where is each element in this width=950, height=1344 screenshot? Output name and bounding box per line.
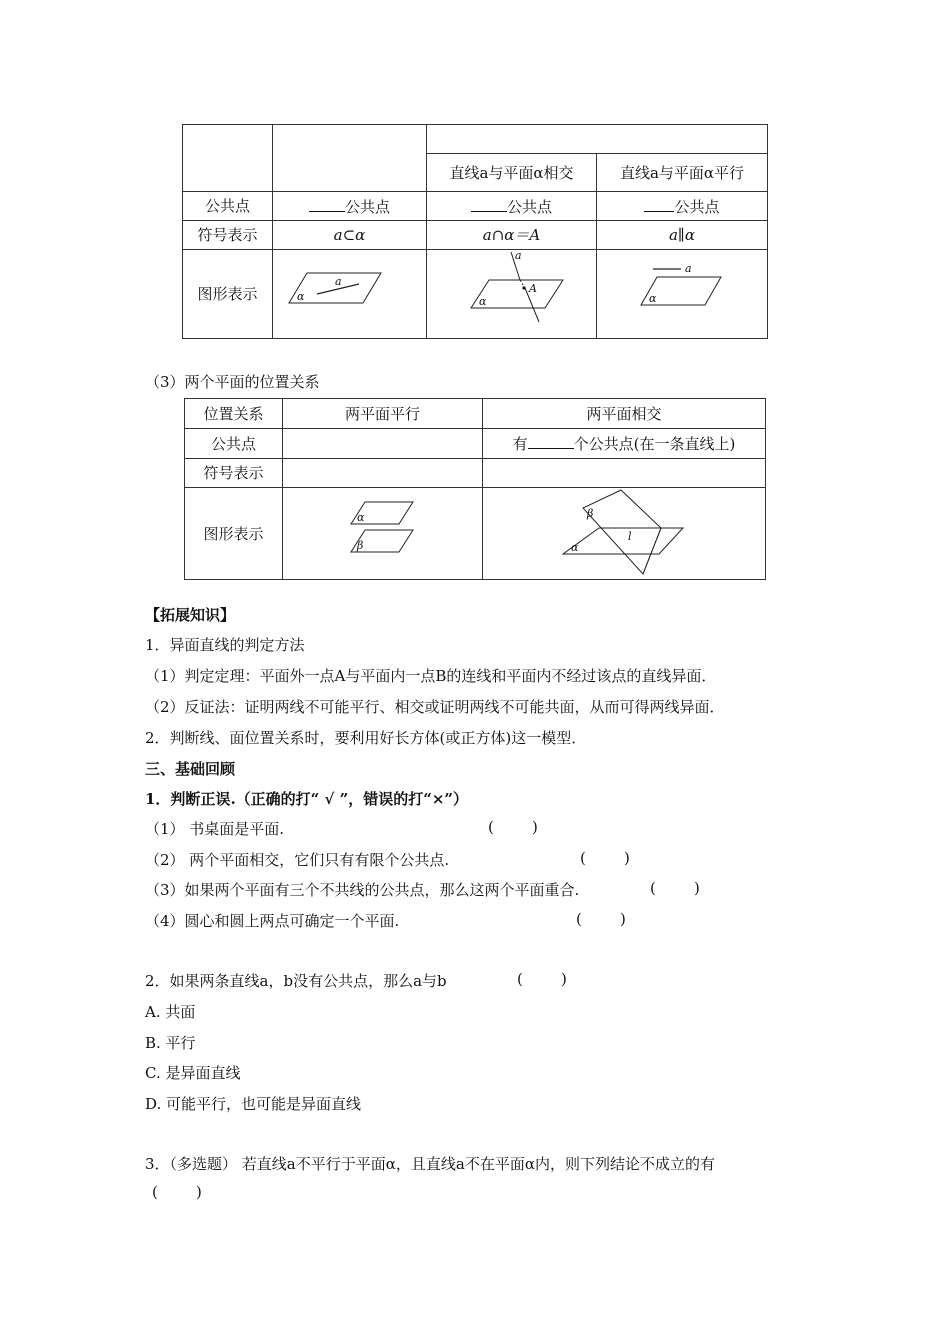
- figure-line-in-plane: [273, 250, 427, 339]
- table2-symbol-parallel: [283, 459, 483, 488]
- label-a: a: [335, 275, 342, 288]
- label-alpha: α: [297, 290, 305, 303]
- table2-header-relation: 位置关系: [185, 399, 283, 429]
- label-alpha: α: [649, 292, 657, 305]
- extend-item-4: 2．判断线、面位置关系时，要利用好长方体(或正方体)这一模型．: [145, 729, 587, 747]
- table1-symbol-intersect: a∩α＝A: [427, 221, 597, 250]
- q1-item-2: （2） 两个平面相交，它们只有有限个公共点.: [145, 851, 450, 869]
- table2-figure-label: 图形表示: [185, 488, 283, 580]
- line-plane-table: [182, 124, 768, 339]
- table1-common-inplane: 公共点: [273, 192, 427, 221]
- table1-symbol-label: 符号表示: [183, 221, 273, 250]
- extend-item-1: 1．异面直线的判定方法: [145, 636, 305, 654]
- extend-item-3: （2）反证法：证明两线不可能平行、相交或证明两线不可能共面，从而可得两线异面．: [145, 698, 725, 716]
- table1-common-label: 公共点: [183, 192, 273, 221]
- table2-symbol-label: 符号表示: [185, 459, 283, 488]
- q2-option-c[interactable]: C. 是异面直线: [145, 1064, 241, 1082]
- table1-symbol-inplane: a⊂α: [273, 221, 427, 250]
- q1-item-1-answer[interactable]: ( ): [488, 818, 538, 836]
- figure-planes-intersect: [483, 488, 766, 580]
- label-l: l: [628, 530, 632, 543]
- review-title: 三、基础回顾: [145, 760, 236, 778]
- table1-common-parallel: 公共点: [597, 192, 768, 221]
- extend-item-2: （1）判定定理：平面外一点A与平面内一点B的连线和平面内不经过该点的直线异面．: [145, 667, 717, 685]
- q1-item-4-answer[interactable]: ( ): [576, 910, 626, 928]
- intersecting-planes-diagram: [483, 488, 765, 575]
- label-alpha: α: [479, 295, 487, 308]
- table1-corner-cell: [183, 125, 273, 192]
- q3-stem: 3．（多选题） 若直线a不平行于平面α，且直线a不在平面α内，则下列结论不成立的有: [145, 1155, 715, 1173]
- table1-header-parallel: 直线a与平面α平行: [597, 154, 768, 192]
- q2-option-d[interactable]: D. 可能平行，也可能是异面直线: [145, 1095, 362, 1113]
- label-A: A: [529, 282, 537, 295]
- q3-answer[interactable]: ( ): [152, 1183, 202, 1201]
- parallel-planes-diagram: [283, 488, 482, 575]
- table1-header-intersect: 直线a与平面α相交: [427, 154, 597, 192]
- table2-common-label: 公共点: [185, 429, 283, 459]
- q1-item-2-answer[interactable]: ( ): [580, 849, 630, 867]
- figure-line-intersect-plane: [427, 250, 597, 339]
- label-beta: β: [357, 539, 364, 552]
- q2-stem: 2．如果两条直线a，b没有公共点，那么a与b: [145, 972, 447, 990]
- figure-line-parallel-plane: [597, 250, 768, 339]
- line-in-plane-diagram: [273, 250, 426, 334]
- q2-answer[interactable]: ( ): [517, 970, 567, 988]
- table2-common-intersect: 有 个公共点(在一条直线上): [483, 429, 766, 459]
- table1-symbol-parallel: a∥α: [597, 221, 768, 250]
- q1-item-3-answer[interactable]: ( ): [650, 879, 700, 897]
- table1-outside-header: [427, 125, 768, 154]
- label-beta: β: [587, 507, 594, 520]
- figure-planes-parallel: [283, 488, 483, 580]
- q2-option-a[interactable]: A. 共面: [145, 1003, 196, 1021]
- line-intersect-plane-diagram: [427, 250, 596, 334]
- label-a: a: [515, 250, 522, 262]
- label-alpha: α: [357, 511, 365, 524]
- q2-option-b[interactable]: B. 平行: [145, 1034, 196, 1052]
- q1-item-3: （3）如果两个平面有三个不共线的公共点，那么这两个平面重合.: [145, 881, 580, 899]
- label-alpha: α: [571, 541, 579, 554]
- table2-symbol-intersect: [483, 459, 766, 488]
- table2-header-parallel: 两平面平行: [283, 399, 483, 429]
- table1-figure-label: 图形表示: [183, 250, 273, 339]
- q1-item-1: （1） 书桌面是平面.: [145, 820, 285, 838]
- q1-stem: 1．判断正误.（正确的打“ √ ”，错误的打“×”）: [145, 790, 469, 808]
- plane-plane-table: [184, 398, 766, 580]
- extend-title: 【拓展知识】: [145, 606, 236, 624]
- table1-common-intersect: 公共点: [427, 192, 597, 221]
- table2-header-intersect: 两平面相交: [483, 399, 766, 429]
- table2-common-parallel: [283, 429, 483, 459]
- label-a: a: [685, 262, 692, 275]
- line-parallel-plane-diagram: [597, 250, 767, 334]
- section3-title: （3）两个平面的位置关系: [145, 373, 320, 391]
- q1-item-4: （4）圆心和圆上两点可确定一个平面.: [145, 912, 400, 930]
- table1-inplane-header: [273, 125, 427, 192]
